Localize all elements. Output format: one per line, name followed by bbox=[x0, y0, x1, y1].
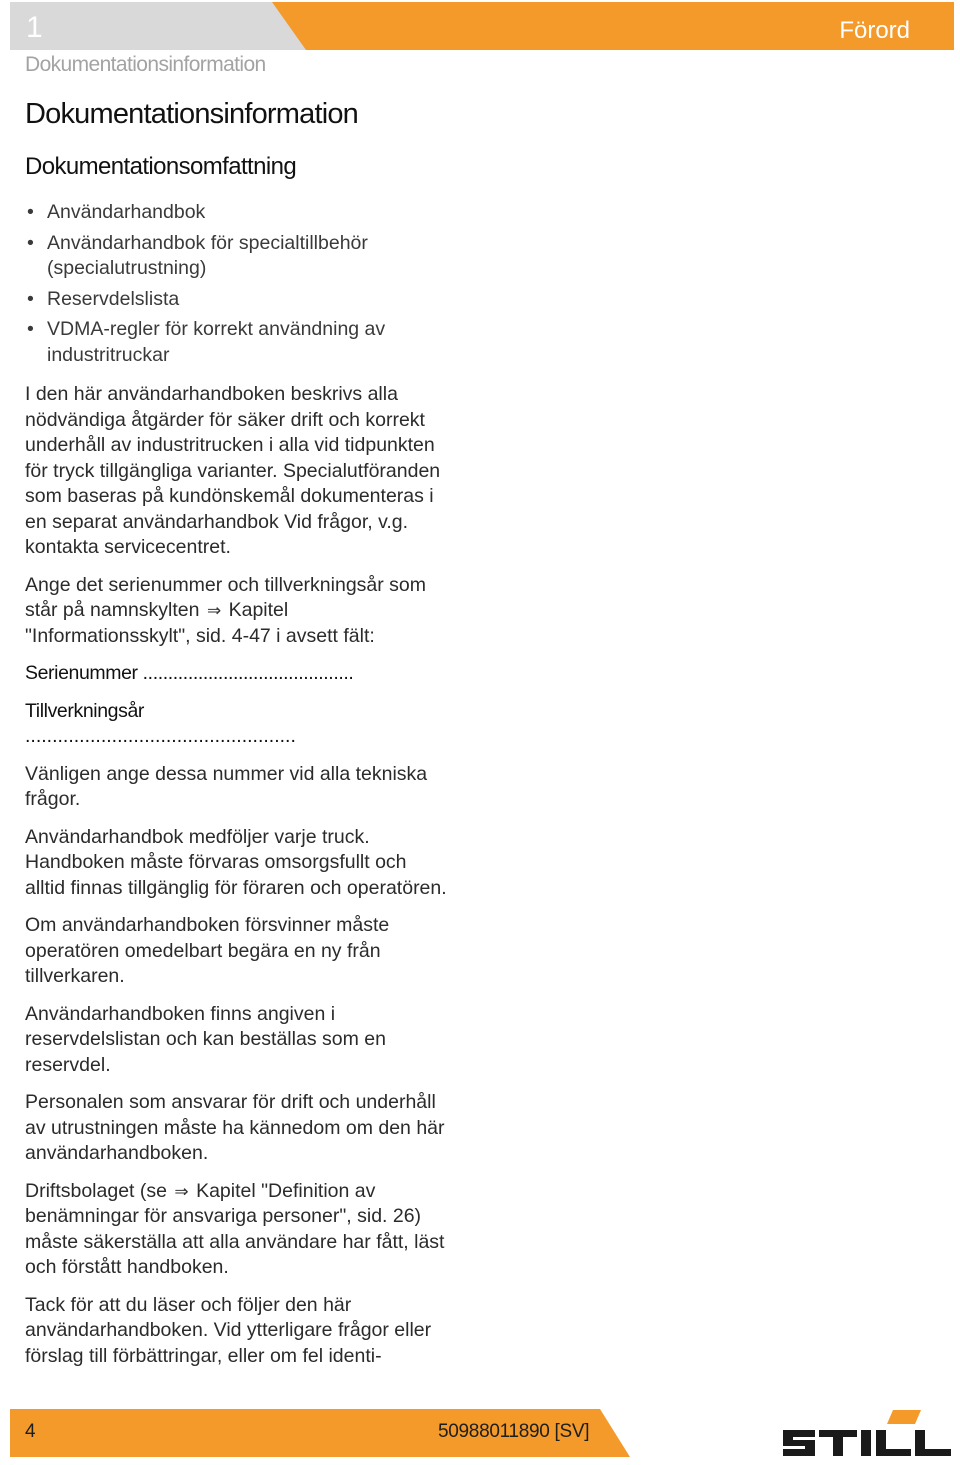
scope-list bbox=[25, 200, 450, 368]
arrow-right-icon: ⇒ bbox=[206, 601, 222, 620]
chapter-reference-link[interactable]: Kapitel "Definition av benämningar för ansvariga personer", sid. 26) måste säkerställa att alla användare har fått, läst och förstått handboken. bbox=[25, 1179, 445, 1278]
manufacture-year-label: Tillverkningsår bbox=[25, 699, 144, 722]
paragraph: Om användarhandboken försvinner måste operatören omedelbart begära en ny från tillverkaren. bbox=[25, 914, 390, 987]
header-band bbox=[10, 2, 954, 50]
bullet-icon: • bbox=[27, 231, 34, 254]
list-item: • VDMA-regler för korrekt användning av industritruckar bbox=[27, 318, 386, 366]
closing-paragraph: Tack för att du läser och följer den här användarhandboken. Vid ytterligare frågor eller förslag till förbättringar, eller om fel identi- bbox=[25, 1293, 432, 1367]
bullet-icon: • bbox=[27, 318, 34, 340]
paragraph: Personalen som ansvarar för drift och underhåll av utrustningen måste ha kännedom om den här användarhandboken. bbox=[25, 1091, 445, 1164]
bullet-icon: • bbox=[27, 201, 34, 223]
paragraph: Användarhandboken finns angiven i reservdelslistan och kan beställas som en reservdel. bbox=[25, 1002, 386, 1076]
main-content bbox=[25, 94, 450, 1369]
paragraph: Användarhandbok medföljer varje truck. Handboken måste förvaras omsorgsfullt och alltid finnas tillgänglig för föraren och operatören. bbox=[25, 825, 447, 899]
list-item: • Användarhandbok för specialtillbehör (specialutrustning) bbox=[27, 231, 368, 279]
page-number: 4 bbox=[25, 1421, 36, 1442]
section-title: Dokumentationsomfattning bbox=[25, 153, 297, 180]
intro-paragraph: I den här användarhandboken beskrivs alla nödvändiga åtgärder för säker drift och korrekt underhåll av industritrucken i alla vid tidpunkten för tryck tillgängliga varianter. Specialutföranden som baseras på kundönskemål dokumenteras i en separat användarhandbok Vid frågor, v.g. kontakta servicecentret. bbox=[25, 383, 441, 558]
paragraph: Vänligen ange dessa nummer vid alla tekniska frågor. bbox=[25, 762, 428, 810]
page-title: Dokumentationsinformation bbox=[25, 98, 359, 130]
running-header-subtitle: Dokumentationsinformation bbox=[25, 53, 266, 76]
operator-note-paragraph: Driftsbolaget (se ⇒ Kapitel "Definition av benämningar för ansvariga personer", sid. 26) måste säkerställa att alla användare har fått, läst och förstått handboken. bbox=[25, 1179, 445, 1278]
section-label: Förord bbox=[839, 17, 910, 44]
serial-note-paragraph: Ange det serienummer och tillverkningsår som står på namnskylten ⇒ Kapitel "Informationsskylt", sid. 4-47 i avsett fält: bbox=[25, 573, 427, 647]
document-code: 50988011890 [SV] bbox=[438, 1421, 590, 1442]
list-item: • Användarhandbok bbox=[25, 200, 450, 226]
chapter-number: 1 bbox=[26, 11, 42, 44]
bullet-icon: • bbox=[27, 287, 34, 310]
arrow-right-icon: ⇒ bbox=[174, 1181, 189, 1201]
still-logo bbox=[781, 1408, 953, 1458]
manufacture-year-field: .................................................. bbox=[25, 725, 296, 747]
chapter-reference-link[interactable]: Kapitel "Informationsskylt", sid. 4-47 i avsett fält: bbox=[25, 599, 375, 647]
header-band-shape bbox=[10, 2, 954, 50]
serial-number-field: Serienummer .......................................... bbox=[25, 662, 354, 684]
list-item: • Reservdelslista bbox=[25, 287, 450, 313]
